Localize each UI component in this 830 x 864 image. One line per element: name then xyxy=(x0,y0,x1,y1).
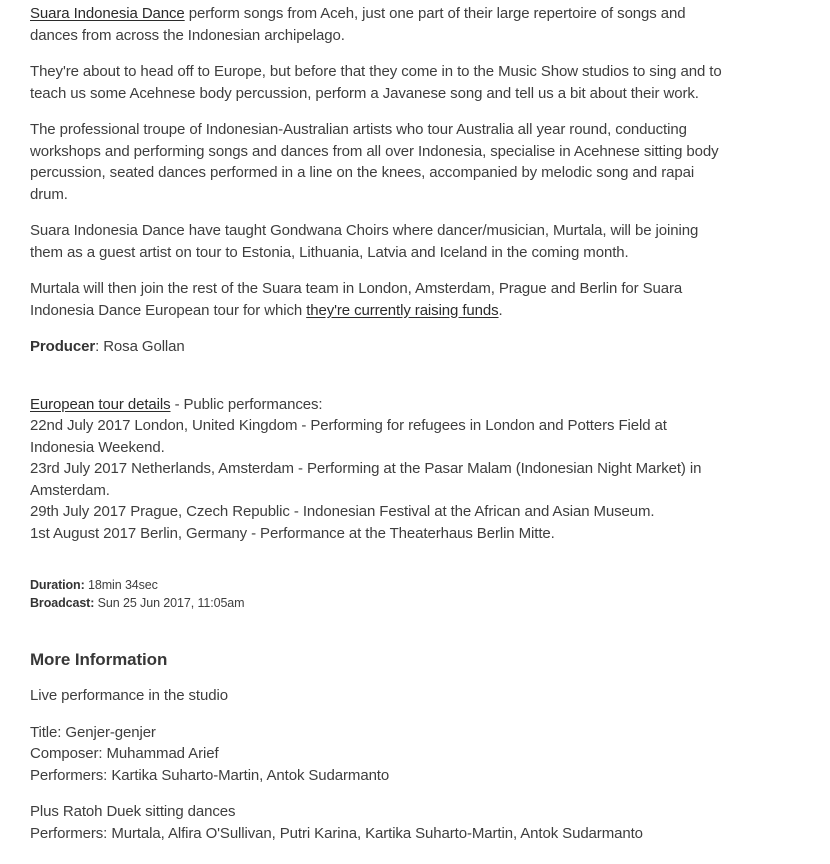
text-segment: They're about to head off to Europe, but before that they come in to the Music Show studios to sing and to teach us some Acehnese body percussion, perform a Javanese song and tell us a bit about their work. xyxy=(30,63,722,102)
text-segment: Suara Indonesia Dance have taught Gondwana Choirs where dancer/musician, Murtala, will be joining them as a guest artist on tour to Estonia, Lithuania, Latvia and Iceland in the coming month. xyxy=(30,222,699,261)
paragraph-europe-trip xyxy=(30,61,725,104)
more-information-heading: More Information xyxy=(30,650,168,669)
text-segment: Murtala will then join the rest of the Suara team in London, Amsterdam, Prague and Berlin for Suara Indonesia Dance European tour for which xyxy=(30,280,683,319)
text-segment: 23rd July 2017 Netherlands, Amsterdam - Performing at the Pasar Malam (Indonesian Night Market) in Amsterdam. xyxy=(30,460,702,499)
paragraph-tour-details xyxy=(30,394,725,545)
text-segment: The professional troupe of Indonesian-Australian artists who tour Australia all year round, conducting workshops and performing songs and dances from all over Indonesia, specialise in Acehnese sitting body percussion, seated dances performed in a line on the knees, accompanied by melodic song and rapai drum. xyxy=(30,121,719,203)
suara-indonesia-dance-link[interactable]: Suara Indonesia Dance xyxy=(30,5,185,22)
producer-credit xyxy=(30,336,725,358)
text-segment: 22nd July 2017 London, United Kingdom - Performing for refugees in London and Potters Field at Indonesia Weekend. xyxy=(30,417,667,456)
text-segment: 29th July 2017 Prague, Czech Republic - Indonesian Festival at the African and Asian Museum. xyxy=(30,503,655,520)
paragraph-intro xyxy=(30,3,725,46)
text-segment: : Rosa Gollan xyxy=(95,338,185,355)
text-segment: Live performance in the studio xyxy=(30,687,228,704)
text-segment: - Public performances: xyxy=(170,395,323,413)
text-segment: Title: Genjer-genjer xyxy=(30,723,156,741)
fundraising-link[interactable]: they're currently raising funds xyxy=(306,301,499,319)
episode-meta xyxy=(30,576,725,612)
text-segment: Sun 25 Jun 2017, 11:05am xyxy=(94,596,245,610)
text-segment: Composer: Muhammad Arief xyxy=(30,745,219,762)
text-segment: Broadcast: xyxy=(30,596,95,610)
text-segment: . xyxy=(498,301,503,319)
text-segment: Duration: xyxy=(30,578,85,592)
text-segment: Plus Ratoh Duek sitting dances xyxy=(30,803,236,820)
text-segment: 18min 34sec xyxy=(84,578,158,592)
paragraph-song-genjer xyxy=(30,722,725,787)
european-tour-details-link[interactable]: European tour details xyxy=(30,395,171,413)
text-segment: Producer xyxy=(30,338,96,355)
paragraph-gondwana xyxy=(30,220,725,263)
text-segment: 1st August 2017 Berlin, Germany - Performance at the Theaterhaus Berlin Mitte. xyxy=(30,524,555,542)
text-segment: Performers: Murtala, Alfira O'Sullivan, Putri Karina, Kartika Suharto-Martin, Antok Sudarmanto xyxy=(30,824,643,842)
paragraph-troupe xyxy=(30,119,725,205)
paragraph-live-performance xyxy=(30,685,725,707)
text-segment: Performers: Kartika Suharto-Martin, Antok Sudarmanto xyxy=(30,766,390,784)
paragraph-murtala-tour xyxy=(30,278,725,321)
paragraph-ratoh-duek xyxy=(30,801,725,844)
text-segment: perform songs from Aceh, just one part of their large repertoire of songs and dances from across the Indonesian archipelago. xyxy=(30,5,686,44)
